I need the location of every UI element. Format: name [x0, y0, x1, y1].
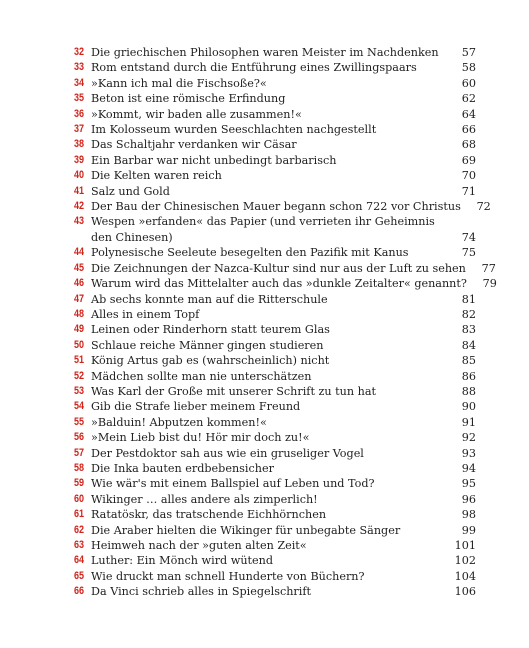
chapter-number: 46 — [74, 277, 85, 290]
chapter-title — [91, 538, 446, 553]
toc-entry — [74, 353, 476, 368]
chapter-number: 41 — [74, 184, 85, 197]
chapter-title — [91, 76, 446, 91]
chapter-number: 48 — [74, 307, 85, 320]
chapter-number: 62 — [74, 523, 85, 536]
chapter-title-line: Die Araber hielten die Wikinger für unbegabte Sänger — [91, 523, 401, 537]
chapter-number: 35 — [74, 92, 85, 105]
chapter-title — [91, 153, 446, 168]
toc-entry — [74, 168, 476, 183]
chapter-title — [91, 523, 446, 538]
chapter-title — [91, 199, 461, 214]
chapter-title — [91, 384, 446, 399]
toc-entry — [74, 553, 476, 568]
chapter-title-line: Wikinger … alles andere als zimperlich! — [91, 492, 318, 506]
page-number: 83 — [461, 323, 476, 337]
chapter-title — [91, 446, 446, 461]
chapter-title — [91, 415, 446, 430]
page-number: 90 — [461, 400, 476, 414]
toc-entry — [74, 261, 496, 276]
chapter-title-line: Im Kolosseum wurden Seeschlachten nachgestellt — [91, 123, 377, 137]
toc-entry — [74, 476, 476, 491]
toc-entry — [74, 399, 476, 414]
chapter-title-line: Die Zeichnungen der Nazca-Kultur sind nur aus der Luft zu sehen — [91, 261, 466, 275]
page-number: 88 — [461, 384, 476, 398]
chapter-number: 47 — [74, 292, 85, 305]
chapter-title-line: Polynesische Seeleute besegelten den Pazifik mit Kanus — [91, 246, 409, 260]
chapter-number: 52 — [74, 369, 85, 382]
chapter-title-line: Heimweh nach der »guten alten Zeit« — [91, 539, 307, 552]
chapter-title-line: Leinen oder Rinderhorn statt teurem Glas — [91, 323, 330, 337]
chapter-number: 43 — [74, 215, 85, 228]
page-number: 77 — [481, 261, 496, 275]
chapter-number: 55 — [74, 415, 85, 428]
chapter-title-line: »Kommt, wir baden alle zusammen!« — [91, 107, 302, 121]
toc-entry — [74, 107, 476, 122]
chapter-number: 39 — [74, 153, 85, 166]
toc-entry — [74, 199, 491, 214]
chapter-title — [91, 569, 446, 584]
toc-entry — [74, 369, 476, 384]
chapter-title — [91, 168, 446, 183]
toc-entry — [74, 292, 476, 307]
chapter-title — [91, 584, 446, 599]
chapter-number: 59 — [74, 477, 85, 490]
chapter-number: 63 — [74, 539, 85, 551]
page-number: 96 — [461, 492, 476, 506]
toc-entry — [74, 184, 476, 199]
chapter-number: 33 — [74, 61, 85, 74]
chapter-title-line: Ein Barbar war nicht unbedingt barbarisch — [91, 153, 337, 167]
page-number: 62 — [461, 92, 476, 106]
chapter-title — [91, 261, 466, 276]
page-number: 79 — [482, 277, 497, 291]
chapter-title-line: Da Vinci schrieb alles in Spiegelschrift — [91, 585, 311, 599]
chapter-title-line: Ratatöskr, das tratschende Eichhörnchen — [91, 508, 327, 522]
chapter-title-line: »Kann ich mal die Fischsoße?« — [91, 76, 267, 90]
chapter-title-line: Luther: Ein Mönch wird wütend — [91, 554, 274, 568]
page-number: 58 — [461, 61, 476, 75]
page-number: 69 — [461, 153, 476, 167]
chapter-title — [91, 353, 446, 368]
chapter-number: 34 — [74, 76, 85, 89]
chapter-title — [91, 184, 446, 199]
page-number: 81 — [461, 292, 476, 306]
page-number: 64 — [461, 107, 476, 121]
chapter-title-line: Alles in einem Topf — [91, 307, 200, 321]
page-number: 102 — [454, 554, 476, 568]
toc-entry — [74, 153, 476, 168]
page-number: 84 — [461, 338, 476, 352]
page-number: 86 — [461, 369, 476, 383]
chapter-title — [91, 276, 467, 291]
page-number: 98 — [461, 508, 476, 522]
chapter-number: 50 — [74, 338, 85, 351]
chapter-title-line: Die Inka bauten erdbebensicher — [91, 461, 274, 475]
chapter-title-line: Der Bau der Chinesischen Mauer begann schon 722 vor Christus — [91, 200, 461, 214]
chapter-number: 54 — [74, 400, 85, 413]
page-number: 106 — [454, 585, 476, 599]
chapter-title-line: Rom entstand durch die Entführung eines Zwillingspaars — [91, 61, 417, 75]
chapter-title — [91, 122, 446, 137]
page-number: 70 — [461, 169, 476, 183]
toc-entry — [74, 538, 476, 553]
chapter-title — [91, 430, 446, 445]
toc-entry — [74, 214, 476, 245]
chapter-title-line: Die griechischen Philosophen waren Meister im Nachdenken — [91, 46, 439, 59]
page-number: 91 — [461, 415, 476, 429]
chapter-number: 64 — [74, 554, 85, 567]
chapter-title-line: den Chinesen) — [91, 230, 173, 244]
chapter-title-line: Gib die Strafe lieber meinem Freund — [91, 400, 301, 414]
toc-entry — [74, 45, 476, 60]
page-number: 71 — [461, 184, 476, 198]
chapter-title-line: Was Karl der Große mit unserer Schrift zu tun hat — [91, 384, 376, 398]
page-number: 95 — [461, 477, 476, 491]
chapter-title-line: Das Schaltjahr verdanken wir Cäsar — [91, 138, 297, 152]
chapter-title — [91, 338, 446, 353]
chapter-title-line: Mädchen sollte man nie unterschätzen — [91, 369, 312, 383]
page-number: 93 — [461, 446, 476, 460]
chapter-title — [91, 399, 446, 414]
toc-entry — [74, 137, 476, 152]
page-number: 74 — [461, 230, 476, 244]
chapter-title-line: Wie druckt man schnell Hunderte von Büchern? — [91, 569, 365, 583]
chapter-number: 42 — [74, 200, 85, 213]
page-number: 66 — [461, 123, 476, 137]
chapter-title-line: Der Pestdoktor sah aus wie ein gruseliger Vogel — [91, 446, 364, 460]
toc-entry — [74, 584, 476, 599]
chapter-number: 38 — [74, 138, 85, 151]
toc-entry — [74, 122, 476, 137]
toc-entry — [74, 60, 476, 75]
chapter-title — [91, 369, 446, 384]
page-number: 72 — [476, 200, 491, 214]
toc-entry — [74, 446, 476, 461]
chapter-title-line: Warum wird das Mittelalter auch das »dunkle Zeitalter« genannt? — [91, 277, 467, 291]
chapter-title — [91, 214, 446, 245]
page-number: 99 — [461, 523, 476, 537]
chapter-number: 40 — [74, 169, 85, 182]
toc-entry — [74, 338, 476, 353]
toc-entry — [74, 307, 476, 322]
toc-entry — [74, 276, 497, 291]
chapter-number: 56 — [74, 431, 85, 444]
toc-entry — [74, 430, 476, 445]
chapter-number: 36 — [74, 107, 85, 120]
chapter-number: 65 — [74, 569, 85, 582]
chapter-number: 66 — [74, 585, 85, 598]
chapter-number: 58 — [74, 461, 85, 474]
toc-entry — [74, 507, 476, 522]
chapter-title — [91, 322, 446, 337]
page-number: 85 — [461, 354, 476, 368]
chapter-title-line: Wie wär's mit einem Ballspiel auf Leben und Tod? — [91, 477, 375, 491]
toc-entry — [74, 76, 476, 91]
chapter-number: 57 — [74, 446, 85, 459]
page-number: 75 — [461, 246, 476, 260]
chapter-number: 49 — [74, 323, 85, 336]
chapter-title — [91, 137, 446, 152]
chapter-number: 45 — [74, 261, 85, 274]
toc-entry — [74, 523, 476, 538]
chapter-number: 37 — [74, 123, 85, 136]
chapter-title — [91, 307, 446, 322]
chapter-title — [91, 292, 446, 307]
toc-entry — [74, 91, 476, 106]
chapter-title — [91, 507, 446, 522]
chapter-title — [91, 492, 446, 507]
toc-entry — [74, 461, 476, 476]
chapter-title-line: König Artus gab es (wahrscheinlich) nicht — [91, 354, 330, 368]
chapter-title-line: Die Kelten waren reich — [91, 169, 222, 183]
toc-entry — [74, 384, 476, 399]
page-number: 101 — [454, 539, 476, 552]
chapter-title-line: Wespen »erfanden« das Papier (und verrieten ihr Geheimnis — [91, 215, 435, 229]
chapter-title-line: Schlaue reiche Männer gingen studieren — [91, 338, 324, 352]
chapter-number: 53 — [74, 384, 85, 397]
toc-entry — [74, 245, 476, 260]
chapter-number: 51 — [74, 354, 85, 367]
chapter-title — [91, 476, 446, 491]
page-number: 94 — [461, 461, 476, 475]
chapter-title — [91, 107, 446, 122]
chapter-number: 32 — [74, 46, 85, 58]
toc-entry — [74, 415, 476, 430]
toc-entry — [74, 492, 476, 507]
page-number: 92 — [461, 431, 476, 445]
chapter-title — [91, 91, 446, 106]
toc-entry — [74, 322, 476, 337]
chapter-number: 61 — [74, 508, 85, 521]
table-of-contents — [74, 45, 497, 600]
chapter-title-line: Ab sechs konnte man auf die Ritterschule — [91, 292, 328, 306]
chapter-title — [91, 60, 446, 75]
page-number: 82 — [461, 307, 476, 321]
chapter-title-line: Beton ist eine römische Erfindung — [91, 92, 286, 106]
page-number: 68 — [461, 138, 476, 152]
chapter-title-line: »Mein Lieb bist du! Hör mir doch zu!« — [91, 431, 310, 445]
chapter-title-line: »Balduin! Abputzen kommen!« — [91, 415, 267, 429]
page-number: 57 — [461, 46, 476, 59]
chapter-number: 60 — [74, 492, 85, 505]
chapter-title-line: Salz und Gold — [91, 184, 170, 198]
chapter-title — [91, 461, 446, 476]
chapter-title — [91, 45, 446, 60]
page-number: 104 — [454, 569, 476, 583]
toc-entry — [74, 569, 476, 584]
chapter-number: 44 — [74, 246, 85, 259]
chapter-title — [91, 553, 446, 568]
chapter-title — [91, 245, 446, 260]
page-number: 60 — [461, 76, 476, 90]
